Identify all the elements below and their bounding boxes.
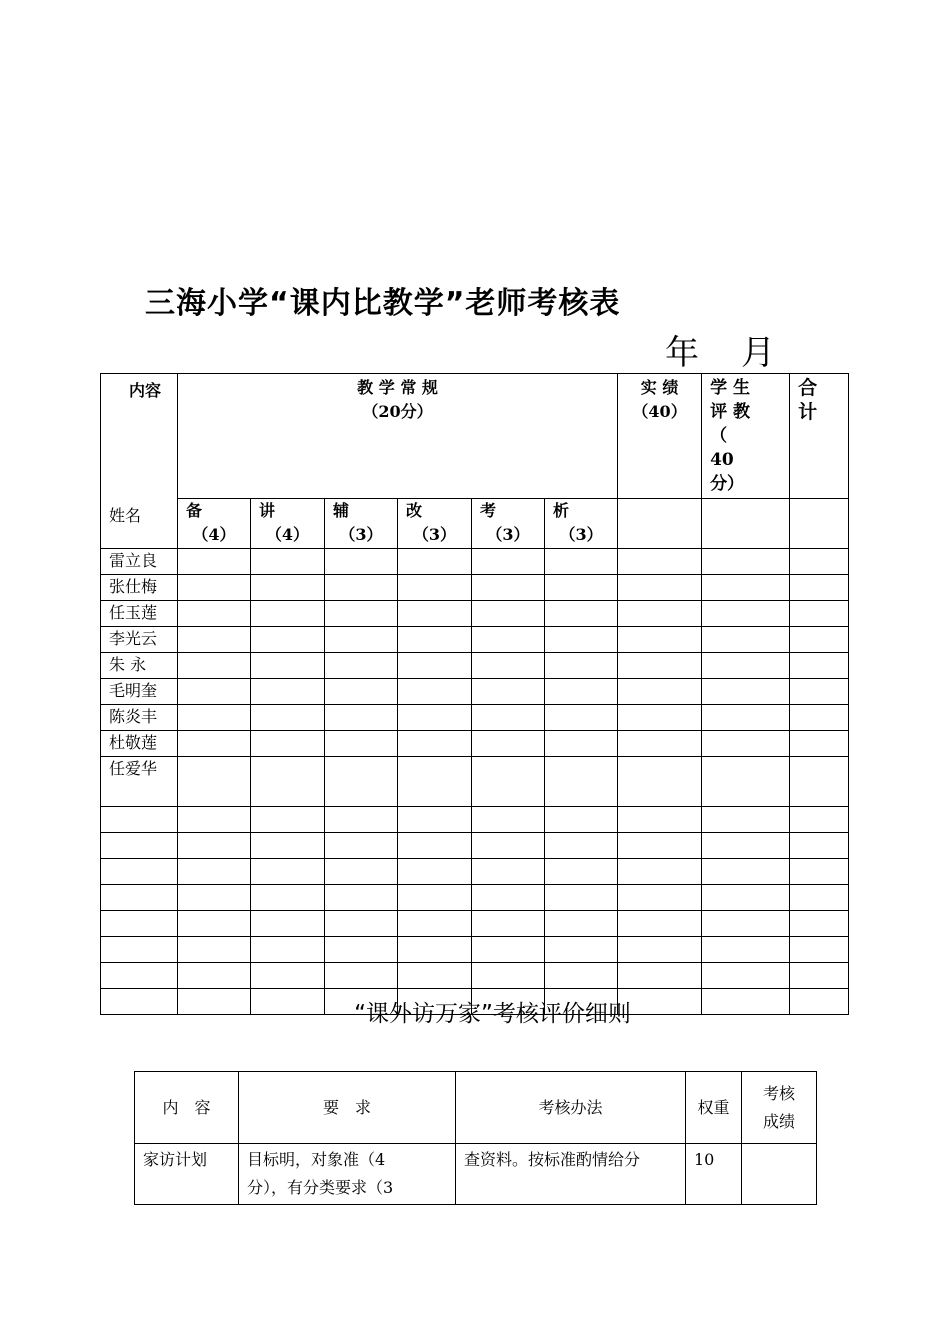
teacher-name (101, 963, 178, 989)
header-weight: 权重 (686, 1072, 742, 1144)
total-header (790, 374, 849, 499)
score-cell[interactable] (702, 705, 790, 731)
score-cell[interactable] (325, 575, 398, 601)
teaching-routine-score: （20分） (362, 402, 433, 421)
score-cell[interactable] (790, 549, 849, 575)
score-cell[interactable] (251, 757, 325, 807)
score-cell[interactable] (178, 757, 251, 807)
score-cell[interactable] (325, 679, 398, 705)
header-score-line2: 成绩 (762, 1111, 795, 1131)
score-cell[interactable] (178, 679, 251, 705)
score-cell[interactable] (251, 963, 325, 989)
corner-header-cell (101, 374, 178, 549)
score-cell[interactable] (618, 575, 702, 601)
score-cell[interactable] (178, 807, 251, 833)
score-cell[interactable] (472, 705, 545, 731)
score-cell[interactable] (472, 627, 545, 653)
score-cell[interactable] (251, 679, 325, 705)
teacher-row (101, 731, 849, 757)
score-cell[interactable] (251, 807, 325, 833)
score-cell[interactable] (618, 549, 702, 575)
student-eval-line1: 学 生 (710, 378, 750, 398)
score-cell[interactable] (325, 627, 398, 653)
score-cell[interactable] (178, 549, 251, 575)
teacher-row (101, 627, 849, 653)
score-cell[interactable] (251, 911, 325, 937)
score-cell[interactable] (398, 731, 472, 757)
score-cell[interactable] (790, 679, 849, 705)
empty-cell (790, 499, 849, 549)
score-cell[interactable] (325, 807, 398, 833)
score-cell[interactable] (398, 705, 472, 731)
score-cell[interactable] (472, 731, 545, 757)
score-cell[interactable] (545, 833, 618, 859)
empty-cell (702, 499, 790, 549)
sub-item-name: 改 (406, 501, 423, 520)
score-cell[interactable] (790, 833, 849, 859)
score-cell[interactable] (618, 757, 702, 807)
score-cell[interactable] (398, 627, 472, 653)
header-content: 内 容 (135, 1072, 239, 1144)
score-cell[interactable] (251, 653, 325, 679)
section-title: “课外访万家”考核评价细则 (354, 1001, 631, 1027)
score-cell[interactable] (325, 653, 398, 679)
score-cell[interactable] (472, 833, 545, 859)
content-label: 内容 (129, 381, 162, 400)
score-cell[interactable] (790, 937, 849, 963)
teacher-name (101, 937, 178, 963)
score-cell[interactable] (618, 963, 702, 989)
score-cell[interactable] (178, 575, 251, 601)
score-cell[interactable] (251, 859, 325, 885)
score-cell[interactable] (545, 679, 618, 705)
blank-row (101, 911, 849, 937)
teacher-name: 李光云 (101, 627, 178, 653)
score-cell[interactable] (398, 757, 472, 807)
score-cell[interactable] (251, 627, 325, 653)
score-cell[interactable] (178, 963, 251, 989)
score-cell[interactable] (178, 911, 251, 937)
row-method: 查资料。按标准酌情给分 (456, 1144, 686, 1205)
score-cell[interactable] (618, 807, 702, 833)
teacher-name: 任玉莲 (101, 601, 178, 627)
sub-item-name: 讲 (259, 501, 276, 520)
score-cell[interactable] (325, 963, 398, 989)
header-score-line1: 考核 (762, 1083, 795, 1103)
score-cell[interactable] (398, 937, 472, 963)
sub-item-analyze (545, 499, 618, 549)
teacher-name (101, 807, 178, 833)
score-cell[interactable] (398, 963, 472, 989)
blank-row (101, 963, 849, 989)
total-line2: 计 (798, 401, 818, 423)
score-cell[interactable] (618, 679, 702, 705)
score-cell[interactable] (325, 885, 398, 911)
sub-item-grade (398, 499, 472, 549)
score-cell[interactable] (398, 885, 472, 911)
sub-item-score: （4） (192, 525, 236, 544)
score-cell[interactable] (790, 601, 849, 627)
empty-cell (618, 499, 702, 549)
score-cell[interactable] (325, 731, 398, 757)
score-cell[interactable] (545, 653, 618, 679)
score-cell[interactable] (398, 679, 472, 705)
teacher-row (101, 549, 849, 575)
criteria-table (134, 1071, 817, 1205)
score-cell[interactable] (251, 833, 325, 859)
score-cell[interactable] (398, 911, 472, 937)
score-cell[interactable] (472, 757, 545, 807)
score-cell[interactable] (702, 833, 790, 859)
score-cell[interactable] (790, 731, 849, 757)
score-cell[interactable] (618, 937, 702, 963)
score-cell[interactable] (251, 731, 325, 757)
score-cell[interactable] (325, 601, 398, 627)
score-cell[interactable] (702, 601, 790, 627)
teacher-row (101, 601, 849, 627)
score-cell[interactable] (472, 549, 545, 575)
month-label: 月 (741, 333, 775, 373)
sub-item-score: （4） (265, 525, 310, 544)
teacher-row (101, 679, 849, 705)
score-cell[interactable] (325, 911, 398, 937)
teacher-name: 杜敬莲 (101, 731, 178, 757)
score-cell[interactable] (398, 601, 472, 627)
sub-item-name: 备 (186, 501, 203, 520)
score-cell[interactable] (545, 627, 618, 653)
score-cell[interactable] (178, 885, 251, 911)
score-cell[interactable] (545, 575, 618, 601)
row-requirement (239, 1144, 456, 1205)
achievement-header (618, 374, 702, 499)
score-cell[interactable] (178, 653, 251, 679)
score-cell[interactable] (702, 653, 790, 679)
score-cell[interactable] (325, 859, 398, 885)
achievement-label: 实 绩 (640, 378, 679, 397)
score-cell[interactable] (702, 679, 790, 705)
score-cell[interactable] (325, 937, 398, 963)
score-cell[interactable] (545, 705, 618, 731)
score-cell[interactable] (702, 859, 790, 885)
score-cell[interactable] (472, 911, 545, 937)
score-cell[interactable] (702, 757, 790, 807)
score-cell[interactable] (545, 937, 618, 963)
score-cell[interactable] (790, 911, 849, 937)
sub-item-name: 析 (553, 501, 570, 520)
score-cell[interactable] (325, 705, 398, 731)
score-cell[interactable] (545, 731, 618, 757)
year-label: 年 (665, 333, 699, 373)
score-cell[interactable] (790, 653, 849, 679)
score-cell[interactable] (618, 885, 702, 911)
blank-row (101, 937, 849, 963)
teacher-name: 雷立良 (101, 549, 178, 575)
score-cell[interactable] (251, 575, 325, 601)
score-cell[interactable] (545, 963, 618, 989)
sub-item-tutor (325, 499, 398, 549)
score-cell[interactable] (702, 575, 790, 601)
header-score (742, 1072, 817, 1144)
sub-item-score: （3） (559, 525, 603, 544)
student-eval-line3: （ 40 (710, 426, 762, 470)
score-cell[interactable] (472, 937, 545, 963)
row-requirement-line2: 分），有分类要求（3 (247, 1178, 394, 1197)
teacher-name: 毛明奎 (101, 679, 178, 705)
score-cell[interactable] (790, 807, 849, 833)
score-cell[interactable] (790, 705, 849, 731)
score-cell[interactable] (702, 885, 790, 911)
teacher-name (101, 911, 178, 937)
score-cell[interactable] (251, 601, 325, 627)
score-cell[interactable] (702, 937, 790, 963)
document-title: 三海小学“课内比教学”老师考核表 (145, 286, 621, 321)
teacher-row (101, 653, 849, 679)
score-cell[interactable] (251, 549, 325, 575)
row-requirement-line1: 目标明，对象准（4 (247, 1150, 386, 1169)
score-cell[interactable] (472, 807, 545, 833)
score-cell[interactable] (472, 679, 545, 705)
teacher-row (101, 575, 849, 601)
teacher-name: 任爱华 (101, 757, 178, 807)
score-cell[interactable] (251, 705, 325, 731)
score-cell[interactable] (178, 601, 251, 627)
sub-item-name: 辅 (333, 501, 350, 520)
score-cell[interactable] (325, 757, 398, 807)
score-cell[interactable] (618, 705, 702, 731)
score-cell[interactable] (472, 653, 545, 679)
sub-item-lecture (251, 499, 325, 549)
score-cell[interactable] (545, 549, 618, 575)
score-cell[interactable] (472, 601, 545, 627)
score-cell[interactable] (178, 833, 251, 859)
score-cell[interactable] (618, 653, 702, 679)
score-cell[interactable] (702, 911, 790, 937)
sub-item-exam (472, 499, 545, 549)
teacher-name: 陈炎丰 (101, 705, 178, 731)
score-cell[interactable] (325, 549, 398, 575)
score-cell[interactable] (618, 833, 702, 859)
student-eval-header (702, 374, 790, 499)
score-cell[interactable] (325, 833, 398, 859)
teacher-name (101, 833, 178, 859)
score-cell[interactable] (178, 731, 251, 757)
student-eval-line4: 分） (710, 474, 745, 494)
blank-row (101, 859, 849, 885)
score-cell[interactable] (251, 885, 325, 911)
teaching-routine-header (178, 374, 618, 499)
score-cell[interactable] (178, 627, 251, 653)
score-cell[interactable] (790, 963, 849, 989)
total-line1: 合 (798, 377, 818, 399)
name-label: 姓名 (109, 506, 142, 525)
student-eval-line2: 评 教 (710, 402, 750, 422)
score-cell[interactable] (251, 937, 325, 963)
score-cell[interactable] (790, 885, 849, 911)
sub-item-name: 考 (480, 501, 497, 520)
score-cell[interactable] (398, 549, 472, 575)
score-cell[interactable] (398, 807, 472, 833)
score-cell[interactable] (472, 963, 545, 989)
score-cell[interactable] (545, 911, 618, 937)
sub-item-prepare (178, 499, 251, 549)
sub-item-score: （3） (412, 525, 457, 544)
achievement-score: （40） (632, 402, 687, 421)
teacher-name (101, 859, 178, 885)
teacher-name: 朱 永 (101, 653, 178, 679)
score-cell[interactable] (398, 653, 472, 679)
score-cell[interactable] (618, 601, 702, 627)
date-line (665, 325, 775, 374)
blank-row (101, 807, 849, 833)
blank-row (101, 885, 849, 911)
score-cell[interactable] (398, 859, 472, 885)
score-cell[interactable] (790, 627, 849, 653)
score-cell[interactable] (790, 757, 849, 807)
header-method: 考核办法 (456, 1072, 686, 1144)
teaching-routine-title: 教 学 常 规 (357, 378, 438, 397)
sub-item-score: （3） (486, 525, 530, 544)
row-weight: 10 (686, 1144, 742, 1205)
blank-row (101, 833, 849, 859)
teacher-name (101, 885, 178, 911)
score-cell[interactable] (178, 937, 251, 963)
sub-item-score: （3） (339, 525, 383, 544)
score-cell[interactable] (790, 859, 849, 885)
score-cell[interactable] (472, 575, 545, 601)
score-cell[interactable] (472, 859, 545, 885)
score-cell[interactable] (702, 549, 790, 575)
score-cell[interactable] (178, 859, 251, 885)
score-cell[interactable] (618, 859, 702, 885)
score-cell[interactable] (702, 963, 790, 989)
score-cell[interactable] (790, 575, 849, 601)
score-cell[interactable] (618, 911, 702, 937)
score-cell[interactable] (618, 731, 702, 757)
score-cell[interactable] (545, 859, 618, 885)
row-content: 家访计划 (135, 1144, 239, 1205)
score-cell[interactable] (618, 627, 702, 653)
score-cell[interactable] (178, 705, 251, 731)
teacher-name: 张仕梅 (101, 575, 178, 601)
score-cell[interactable] (398, 833, 472, 859)
score-cell[interactable] (545, 807, 618, 833)
header-requirement: 要 求 (239, 1072, 456, 1144)
assessment-table (100, 373, 849, 1015)
score-cell[interactable] (545, 885, 618, 911)
score-cell[interactable] (702, 627, 790, 653)
score-cell[interactable] (545, 757, 618, 807)
score-cell[interactable] (702, 807, 790, 833)
teacher-row (101, 757, 849, 807)
score-cell[interactable] (398, 575, 472, 601)
score-cell[interactable] (545, 601, 618, 627)
score-cell[interactable] (702, 731, 790, 757)
score-cell[interactable] (472, 885, 545, 911)
teacher-row (101, 705, 849, 731)
row-score[interactable] (742, 1144, 817, 1205)
